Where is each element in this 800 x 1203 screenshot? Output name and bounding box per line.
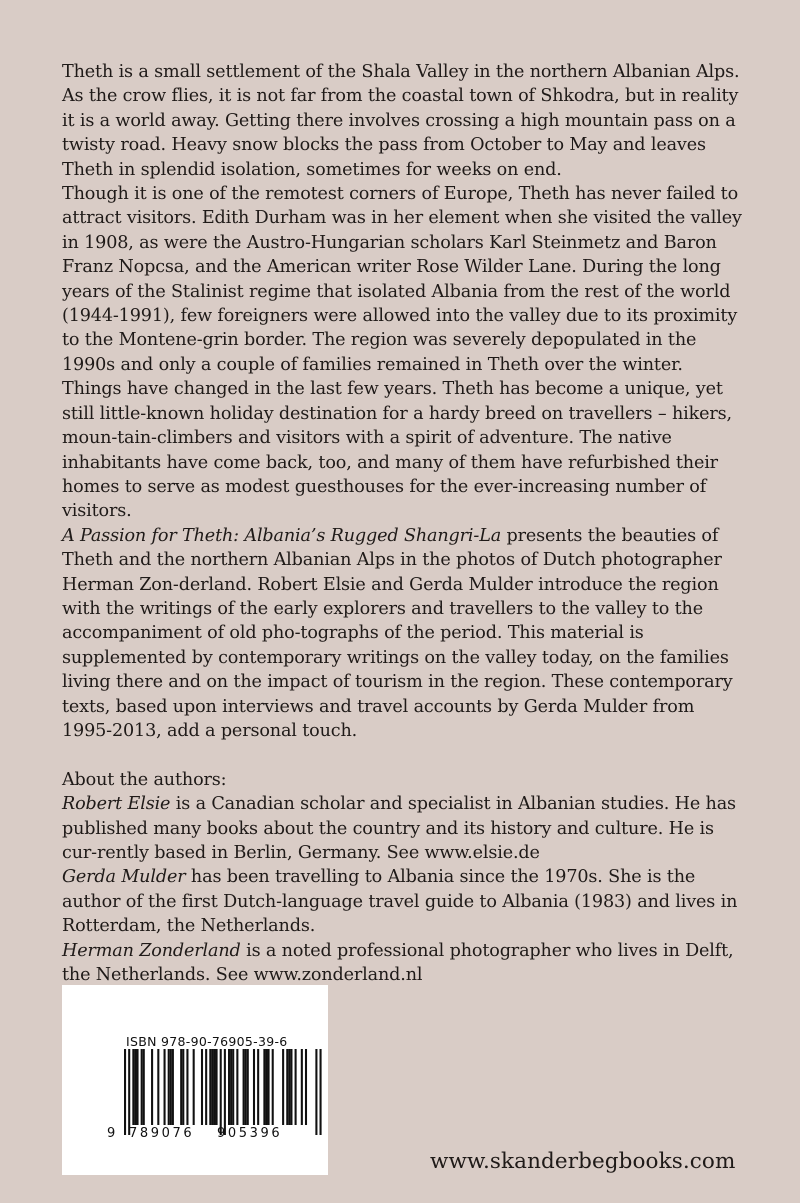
barcode-bar xyxy=(170,1049,172,1125)
barcode-bar xyxy=(228,1049,230,1125)
barcode-bar xyxy=(141,1049,143,1125)
barcode-bar xyxy=(209,1049,211,1125)
barcode-bar xyxy=(263,1049,265,1125)
barcode-guard-bar xyxy=(320,1049,322,1135)
author-entry-elsie xyxy=(62,792,742,865)
author-name: Robert Elsie xyxy=(62,794,171,815)
barcode-bar xyxy=(216,1049,218,1125)
paragraph-book-summary xyxy=(62,524,742,744)
publisher-website[interactable]: www.skanderbegbooks.com xyxy=(430,1149,736,1174)
barcode-bar xyxy=(172,1049,174,1125)
barcode-bar xyxy=(288,1049,290,1125)
barcode-bar xyxy=(143,1049,145,1125)
barcode-bar xyxy=(290,1049,292,1125)
barcode-bar xyxy=(168,1049,170,1125)
barcode-bar xyxy=(232,1049,234,1125)
barcode-left-digits: 789076 xyxy=(129,1126,195,1141)
barcode-guard-bar xyxy=(124,1049,126,1135)
barcode-bar xyxy=(265,1049,267,1125)
barcode-bar xyxy=(272,1049,274,1125)
barcode-bar xyxy=(268,1049,270,1125)
barcode-bar xyxy=(286,1049,288,1125)
paragraph-text: presents the beauties of Theth and the northern Albanian Alps in the photos of Dutch photographer Herman Zon-derland. Robert Elsie and Gerda Mulder introduce the region with the writings of the early explorers and travellers to the valley to the accompaniment of old pho-tographs of the period. This material is supplemented by contemporary writings on the valley today, on the families living there and on the impact of tourism in the region. These contemporary texts, based upon interviews and travel accounts by Gerda Mulder from 1995-2013, add a personal touch. xyxy=(62,525,733,741)
author-entry-zonderland xyxy=(62,939,742,988)
paragraph-intro xyxy=(62,60,742,182)
barcode-bar xyxy=(157,1049,159,1125)
paragraph-text: Though it is one of the remotest corners of Europe, Theth has never failed to attract visitors. Edith Durham was in her element when she visited the valley in 1908, as were the Austro-Hungarian scholars Karl Steinmetz and Baron Franz Nopcsa, and the American writer Rose Wilder Lane. During the long years of the Stalinist regime that isolated Albania from the rest of the world (1944-1991), few foreigners were allowed into the valley due to its proximity to the Montene-grin border. The region was severely depopulated in the 1990s and only a couple of families remained in Theth over the winter. xyxy=(62,184,742,375)
barcode-bar xyxy=(164,1049,166,1125)
paragraph-text: Theth is a small settlement of the Shala Valley in the northern Albanian Alps. As the crow flies, it is not far from the coastal town of Shkodra, but in reality it is a world away. Getting there involves crossing a high mountain pass on a twisty road. Heavy snow blocks the pass from October to May and leaves Theth in splendid isolation, sometimes for weeks on end. xyxy=(62,62,740,180)
barcode-bar xyxy=(305,1049,307,1125)
barcode-bar xyxy=(136,1049,138,1125)
author-name: Gerda Mulder xyxy=(62,867,186,888)
barcode-bar xyxy=(205,1049,207,1125)
barcode-bar xyxy=(253,1049,255,1125)
barcode-bar xyxy=(151,1049,153,1125)
spacer xyxy=(62,743,742,767)
barcode-bar xyxy=(132,1049,134,1125)
barcode-bar xyxy=(236,1049,238,1125)
barcode-bar xyxy=(301,1049,303,1125)
barcode-bar xyxy=(245,1049,247,1125)
isbn-label: ISBN 978-90-76905-39-6 xyxy=(126,1034,288,1049)
barcode-panel xyxy=(62,985,328,1175)
barcode-bar xyxy=(186,1049,188,1125)
barcode-bar xyxy=(282,1049,284,1125)
barcode-guard-bar xyxy=(224,1049,226,1135)
about-authors-heading: About the authors: xyxy=(62,769,227,790)
barcode-bar xyxy=(257,1049,259,1125)
barcode-bar xyxy=(243,1049,245,1125)
barcode-bar xyxy=(230,1049,232,1125)
barcode-guard-bar xyxy=(315,1049,317,1135)
paragraph-changes xyxy=(62,377,742,523)
barcode-bar xyxy=(247,1049,249,1125)
barcode-guard-bar xyxy=(220,1049,222,1135)
barcode-lead-digit: 9 xyxy=(107,1126,116,1141)
barcode-bar xyxy=(211,1049,213,1125)
back-cover-text xyxy=(62,60,742,987)
barcode-bar xyxy=(201,1049,203,1125)
author-bio: has been travelling to Albania since the 1970s. She is the author of the first Dutch-language travel guide to Albania (1983) and lives in Rotterdam, the Netherlands. xyxy=(62,867,738,937)
paragraph-visitors xyxy=(62,182,742,377)
barcode-right-digits: 905396 xyxy=(217,1126,283,1141)
author-bio: is a Canadian scholar and specialist in Albanian studies. He has published many books about the country and its history and culture. He is cur-rently based in Berlin, Germany. See www.elsie.de xyxy=(62,794,736,863)
barcode-bar xyxy=(295,1049,297,1125)
author-bio: is a noted professional photographer who lives in Delft, the Netherlands. See www.zonderland.nl xyxy=(62,940,734,986)
barcode-bar xyxy=(213,1049,215,1125)
book-title: A Passion for Theth: Albania’s Rugged Shangri-La xyxy=(62,525,502,546)
barcode-bar xyxy=(193,1049,195,1125)
author-name: Herman Zonderland xyxy=(62,940,241,961)
barcode-bar xyxy=(182,1049,184,1125)
barcode-bar xyxy=(180,1049,182,1125)
barcode-bar xyxy=(134,1049,136,1125)
barcode-icon xyxy=(62,985,328,1175)
author-entry-mulder xyxy=(62,865,742,938)
barcode-guard-bar xyxy=(128,1049,130,1135)
paragraph-text: Things have changed in the last few years. Theth has become a unique, yet still little-known holiday destination for a hardy breed on travellers – hikers, moun-tain-climbers and visitors with a spirit of adventure. The native inhabitants have come back, too, and many of them have refurbished their homes to serve as modest guesthouses for the ever-increasing number of visitors. xyxy=(62,379,732,522)
